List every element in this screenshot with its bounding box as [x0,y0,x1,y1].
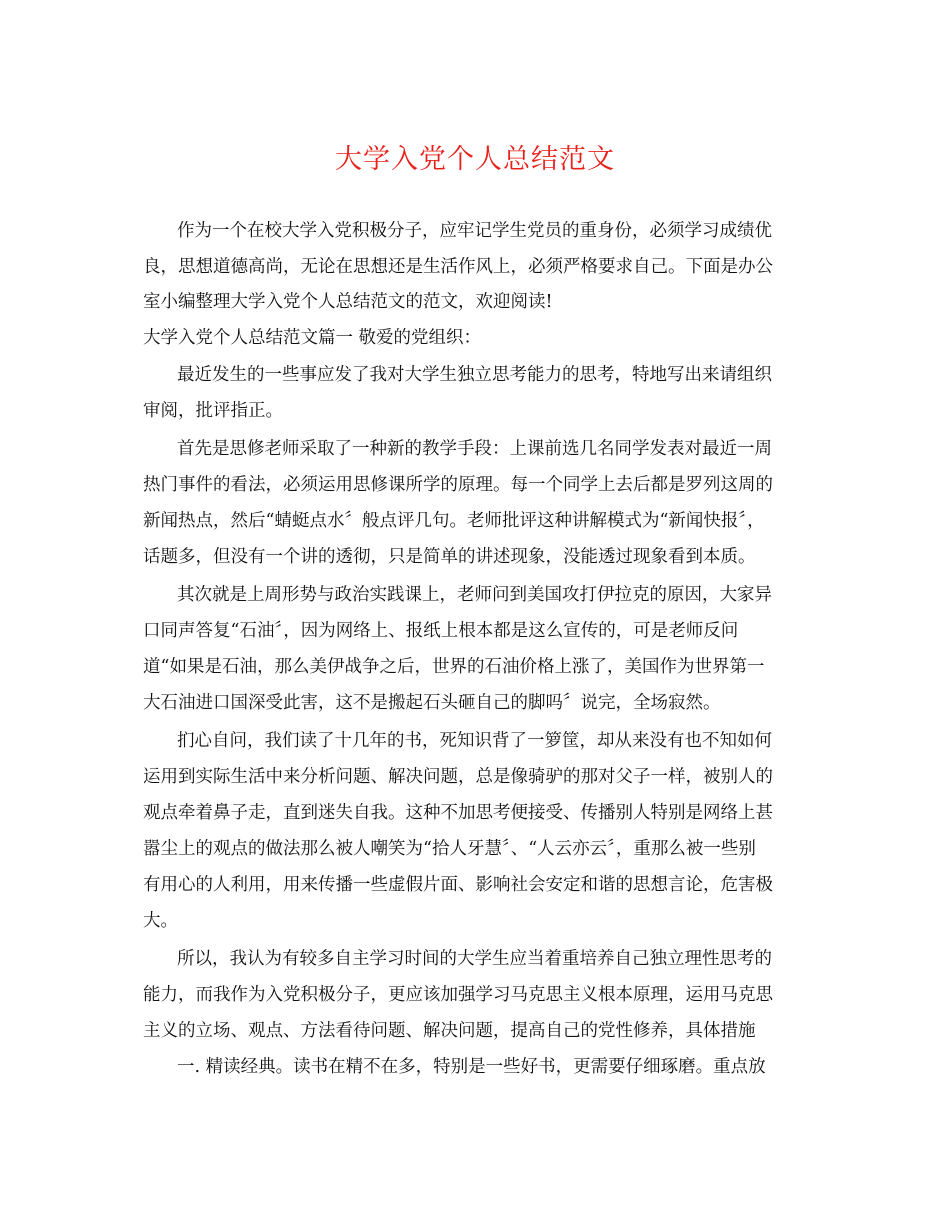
text-line: 审阅，批评指正。 [143,401,283,421]
text-line: 作为一个在校大学入党积极分子，应牢记学生党员的重身份，必须学习成绩优 [177,221,772,241]
section-heading-line: 大学入党个人总结范文篇一 敬爱的党组织： [143,328,482,348]
text-line: 一. 精读经典。读书在精不在多，特别是一些好书，更需要仔细琢磨。重点放 [177,1057,766,1077]
text-line: 热门事件的看法，必须运用思修课所学的原理。每一个同学上去后都是罗列这周的 [143,475,773,495]
text-line: 室小编整理大学入党个人总结范文的范文，欢迎阅读! [143,292,553,312]
document-title: 大学入党个人总结范文 [335,144,615,175]
text-line: 能力，而我作为入党积极分子，更应该加强学习马克思主义根本原理，运用马克思 [143,985,773,1005]
text-line: 主义的立场、观点、方法看待问题、解决问题，提高自己的党性修养，具体措施 [143,1021,756,1041]
text-line: 话题多，但没有一个讲的透彻，只是简单的讲述现象，没能透过现象看到本质。 [143,547,756,567]
text-line: 道“如果是石油，那么美伊战争之后，世界的石油价格上涨了，美国作为世界第一 [143,657,765,677]
text-line: 所以，我认为有较多自主学习时间的大学生应当着重培养自己独立理性思考的 [177,949,772,969]
text-line: 运用到实际生活中来分析问题、解决问题，总是像骑驴的那对父子一样，被别人的 [143,767,773,787]
text-line: 嚣尘上的观点的做法那么被人嘲笑为“拾人牙慧〞、“人云亦云〞，重那么被一些别 [143,839,756,859]
text-line: 最近发生的一些事应发了我对大学生独立思考能力的思考，特地写出来请组织 [177,365,772,385]
text-line: 有用心的人利用，用来传播一些虚假片面、影响社会安定和谐的思想言论，危害极 [143,875,773,895]
text-line: 首先是思修老师采取了一种新的教学手段：上课前选几名同学发表对最近一周 [177,439,772,459]
text-line: 良，思想道德高尚，无论在思想还是生活作风上，必须严格要求自己。下面是办公 [143,257,773,277]
text-line: 口同声答复“石油〞，因为网络上、报纸上根本都是这么宣传的，可是老师反问 [143,621,739,641]
text-line: 大石油进口国深受此害，这不是搬起石头砸自己的脚吗〞说完，全场寂然。 [143,693,721,713]
text-line: 观点牵着鼻子走，直到迷失自我。这种不加思考便接受、传播别人特别是网络上甚 [143,803,773,823]
text-line: 大。 [143,911,178,931]
text-line: 新闻热点，然后“蜻蜓点水〞般点评几句。老师批评这种讲解模式为“新闻快报〞， [143,511,765,531]
text-line: 扪心自问，我们读了十几年的书，死知识背了一箩筐，却从来没有也不知如何 [177,731,772,751]
text-line: 其次就是上周形势与政治实践课上，老师问到美国攻打伊拉克的原因，大家异 [177,585,772,605]
